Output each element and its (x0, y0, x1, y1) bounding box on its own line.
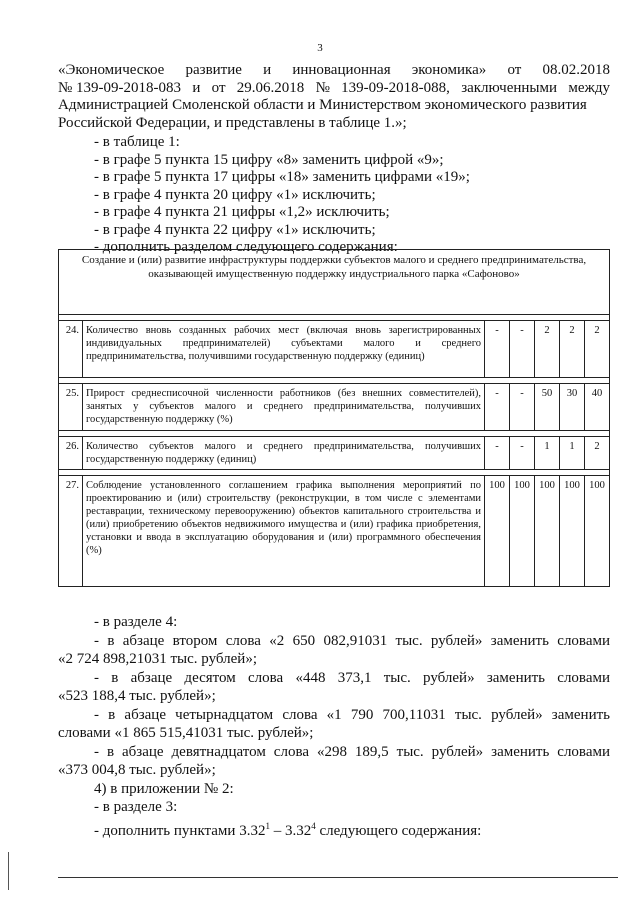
table-row (59, 437, 610, 470)
row-value: 100 (560, 476, 585, 587)
row-value: 40 (585, 384, 610, 431)
intro-word: инновационная (292, 62, 391, 78)
intro-line-4: Российской Федерации, и представлены в таблице 1.»; (58, 114, 407, 131)
intro-word: экономика» (411, 62, 487, 78)
appendix-2-line: 4) в приложении № 2: (94, 780, 234, 797)
row-value: 2 (585, 321, 610, 378)
row-number: 26. (59, 437, 83, 470)
row-value: - (510, 321, 535, 378)
row-text: Прирост среднесписочной численности работников (без внешних совместителей), занятых у субъектов малого и среднего предпринимательства, получивших государственную поддержку (%) (83, 384, 485, 431)
bottom-rule (58, 877, 618, 878)
amendment-item: - в графе 4 пункта 21 цифры «1,2» исключить; (94, 204, 390, 220)
paragraph-19-amendment-b: «373 004,8 тыс. рублей»; (58, 762, 216, 778)
paragraph-19-amendment-a: - в абзаце девятнадцатом слова «298 189,5 тыс. рублей» заменить словами (94, 743, 610, 760)
row-value: 100 (535, 476, 560, 587)
intro-word: от (507, 62, 522, 78)
row-value: - (485, 384, 510, 431)
row-value: 100 (585, 476, 610, 587)
row-value: 50 (535, 384, 560, 431)
margin-mark (8, 852, 9, 890)
section-4-line: - в разделе 4: (94, 614, 178, 630)
intro-line-3: Администрацией Смоленской области и Министерством экономического развития (58, 97, 587, 113)
row-text: Соблюдение установленного соглашением графика выполнения мероприятий по проектированию и (или) строительству (реконструкции, в том числе с элементами реставрации, техническому перевооружению) объектов капитального строительства и (или) приобретению объектов недвижимого имущества и (или) графика приобретения, установки и ввода в эксплуатацию оборудования и (или) программного обеспечения (%) (83, 476, 485, 587)
superscript: 1 (265, 820, 270, 831)
table-row (59, 384, 610, 431)
table-row (59, 476, 610, 587)
intro-word: 08.02.2018 (542, 62, 610, 78)
intro-word: «Экономическое (58, 62, 165, 78)
supplement-text-mid: – 3.32 (269, 822, 312, 839)
row-value: 100 (510, 476, 535, 587)
row-number: 27. (59, 476, 83, 587)
row-number: 25. (59, 384, 83, 431)
row-number: 24. (59, 321, 83, 378)
intro-word: 29.06.2018 (236, 79, 305, 96)
post-table-text (58, 613, 610, 840)
intro-word: между (568, 79, 610, 96)
intro-word: № 139-09-2018-083 (58, 79, 182, 96)
intro-word: от (211, 79, 226, 96)
intro-paragraph (58, 62, 610, 132)
paragraph-2-amendment-a: - в абзаце втором слова «2 650 082,91031 тыс. рублей» заменить словами (94, 632, 610, 649)
row-value: - (510, 437, 535, 470)
table-section-header: Создание и (или) развитие инфраструктуры поддержки субъектов малого и среднего предпринимательства, оказывающей имущественную поддержку индустриального парка «Сафоново» (59, 250, 610, 315)
intro-word: и (192, 79, 201, 96)
supplement-text-end: следующего содержания: (315, 822, 482, 839)
row-value: 100 (485, 476, 510, 587)
intro-word: 139-09-2018-088, (341, 79, 450, 96)
paragraph-10-amendment-a: - в абзаце десятом слова «448 373,1 тыс. рублей» заменить словами (94, 669, 610, 686)
intro-word: № (315, 79, 330, 96)
supplement-line (58, 817, 610, 841)
row-value: 1 (560, 437, 585, 470)
row-value: - (510, 384, 535, 431)
amendment-item: - в графе 5 пункта 15 цифру «8» заменить цифрой «9»; (94, 151, 444, 168)
row-value: 2 (585, 437, 610, 470)
intro-word: и (263, 62, 272, 78)
row-value: 30 (560, 384, 585, 431)
row-value: 1 (535, 437, 560, 470)
supplement-text-start: - дополнить пунктами 3.32 (94, 822, 266, 839)
paragraph-14-amendment-a: - в абзаце четырнадцатом слова «1 790 700,11031 тыс. рублей» заменить (94, 706, 610, 723)
row-value: - (485, 321, 510, 378)
table-row (59, 321, 610, 378)
amendment-list (58, 134, 640, 257)
amendment-item: - в графе 4 пункта 20 цифру «1» исключить; (94, 186, 376, 203)
amendment-item: - в графе 4 пункта 22 цифру «1» исключить; (94, 221, 376, 238)
amendment-item: - в графе 5 пункта 17 цифры «18» заменить цифрами «19»; (94, 169, 470, 185)
amendment-item: - дополнить разделом следующего содержания: (94, 239, 398, 255)
superscript: 4 (311, 820, 316, 831)
row-value: 2 (535, 321, 560, 378)
intro-word: заключенными (461, 79, 558, 96)
row-value: 2 (560, 321, 585, 378)
row-text: Количество вновь созданных рабочих мест (включая вновь зарегистрированных индивидуальных предпринимателей) субъектами малого и среднего предпринимательства, получившими государственную поддержку (единиц) (83, 321, 485, 378)
paragraph-14-amendment-b: словами «1 865 515,41031 тыс. рублей»; (58, 725, 314, 741)
indicators-table (58, 249, 610, 587)
row-text: Количество субъектов малого и среднего предпринимательства, получивших государственную поддержку (единиц) (83, 437, 485, 470)
amendment-item: - в таблице 1: (94, 134, 180, 150)
intro-line-2 (58, 80, 610, 98)
paragraph-2-amendment-b: «2 724 898,21031 тыс. рублей»; (58, 651, 257, 667)
paragraph-10-amendment-b: «523 188,4 тыс. рублей»; (58, 688, 216, 704)
intro-word: развитие (185, 62, 242, 78)
page-number: 3 (317, 42, 323, 54)
intro-line-1 (58, 62, 610, 80)
row-value: - (485, 437, 510, 470)
section-3-line: - в разделе 3: (94, 799, 178, 815)
